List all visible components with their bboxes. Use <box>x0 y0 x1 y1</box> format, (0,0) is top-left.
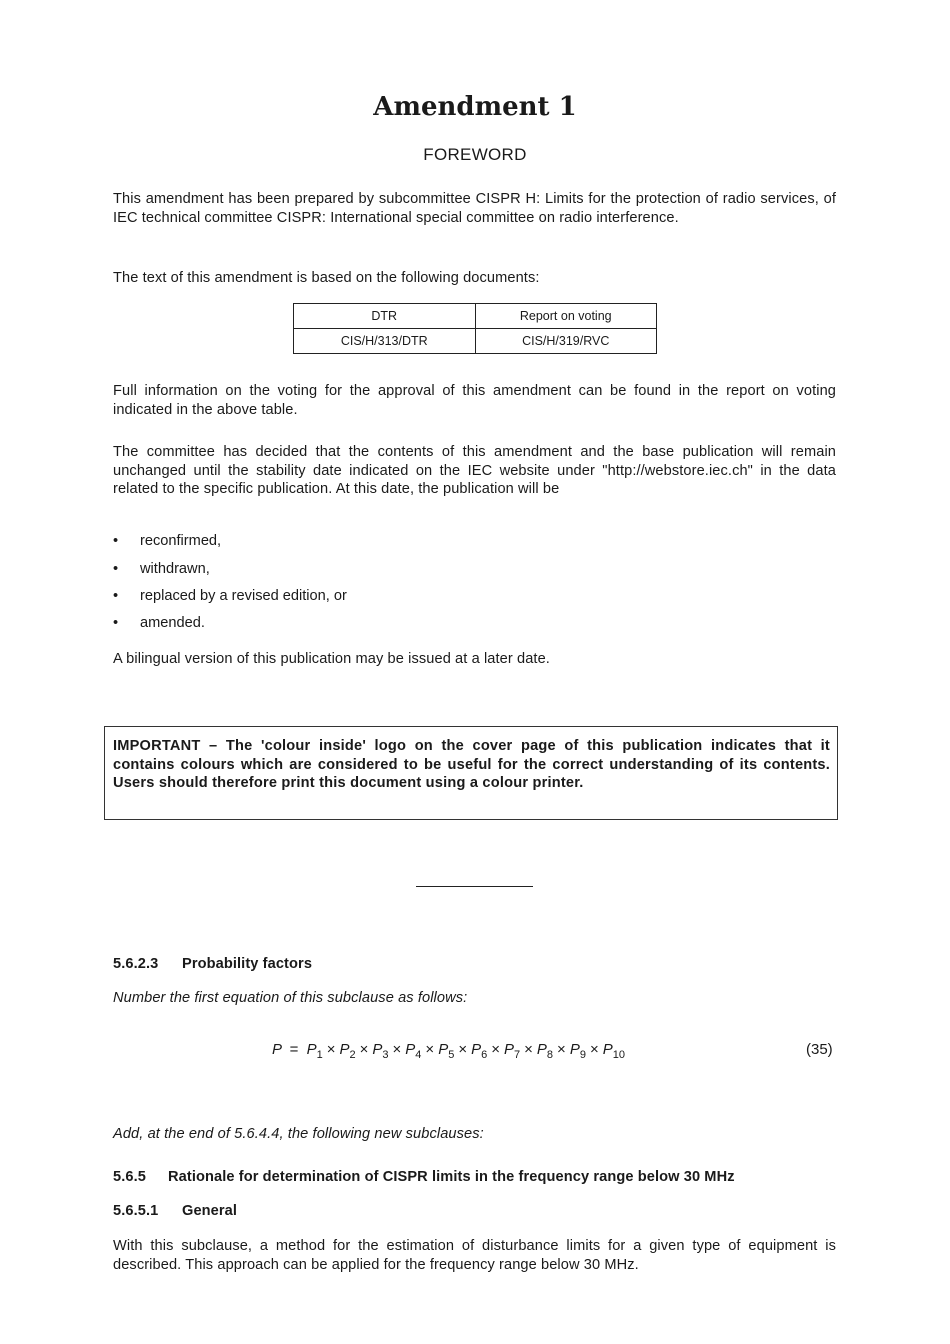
bullet-icon: • <box>113 615 119 631</box>
page-title: Amendment 1 <box>373 92 577 122</box>
table-header-cell: Report on voting <box>475 304 657 329</box>
probability-equation: $P = P_1 \times P_2 \times P_3 \times P_4 \times P_5 \times P_6 \times P_7 \times P_8 \times P_9 \times P_{10}$ <box>272 1041 625 1061</box>
bullet-icon: • <box>113 561 119 577</box>
paragraph-prepared-by: This amendment has been prepared by subcommittee CISPR H: Limits for the protection of radio services, of IEC technical committee CISPR: International special committee on radio interference. <box>113 191 836 226</box>
heading-number: 5.6.5.1 <box>113 1203 159 1219</box>
paragraph-general: With this subclause, a method for the estimation of disturbance limits for a given type of equipment is described. This approach can be applied for the frequency range below 30 MHz. <box>113 1238 836 1273</box>
equation-term: $P_1$ <box>306 1041 323 1061</box>
equation-term: $P_5$ <box>438 1041 455 1061</box>
heading-number: 5.6.5 <box>113 1169 146 1185</box>
equation-term: $P_2$ <box>339 1041 356 1061</box>
table-header-row <box>294 304 657 329</box>
heading-title: General <box>182 1203 238 1219</box>
heading-5-6-2-3 <box>113 956 312 972</box>
equation-term: $P_{10}$ <box>602 1041 625 1061</box>
instruction-number-equation: Number the first equation of this subclause as follows: <box>113 990 468 1006</box>
important-notice-text: IMPORTANT – The 'colour inside' logo on the cover page of this publication indicates that it contains colours which are considered to be useful for the correct understanding of its contents. Users should therefore print this document using a colour printer. <box>113 738 830 791</box>
heading-title: Rationale for determination of CISPR limits in the frequency range below 30 MHz <box>168 1169 735 1185</box>
heading-5-6-5-1 <box>113 1203 237 1219</box>
documents-table <box>293 303 657 354</box>
list-item-text: withdrawn, <box>140 561 210 577</box>
heading-title: Probability factors <box>182 956 313 972</box>
paragraph-based-on: The text of this amendment is based on the following documents: <box>113 270 540 286</box>
heading-number: 5.6.2.3 <box>113 956 159 972</box>
instruction-add-subclauses: Add, at the end of 5.6.4.4, the following new subclauses: <box>113 1126 484 1142</box>
bullet-icon: • <box>113 588 119 604</box>
heading-5-6-5 <box>113 1169 735 1185</box>
paragraph-bilingual: A bilingual version of this publication may be issued at a later date. <box>113 651 550 667</box>
paragraph-stability-date: The committee has decided that the contents of this amendment and the base publication will remain unchanged until the stability date indicated on the IEC website under "http://webstore.iec.ch" in the data related to the specific publication. At this date, the publication will be <box>113 444 836 497</box>
equation-lhs: P <box>272 1041 282 1058</box>
foreword-heading: FOREWORD <box>423 145 527 164</box>
separator-rule <box>416 886 533 887</box>
equation-number: (35) <box>806 1041 833 1058</box>
list-item-text: amended. <box>140 615 205 631</box>
paragraph-voting-info: Full information on the voting for the approval of this amendment can be found in the report on voting indicated in the above table. <box>113 383 836 418</box>
table-row <box>294 329 657 354</box>
equation-term: $P_7$ <box>504 1041 521 1061</box>
equation-term: $P_8$ <box>536 1041 554 1061</box>
table-cell: CIS/H/319/RVC <box>475 329 657 354</box>
equation-term: $P_3$ <box>372 1041 389 1061</box>
list-item-text: reconfirmed, <box>140 533 222 549</box>
equation-term: $P_9$ <box>569 1041 586 1061</box>
equation-term: $P_4$ <box>405 1041 422 1061</box>
list-item-text: replaced by a revised edition, or <box>140 588 347 604</box>
equation-equals: = <box>289 1041 299 1058</box>
table-header-cell: DTR <box>294 304 476 329</box>
bullet-icon: • <box>113 533 119 549</box>
equation-term: $P_6$ <box>471 1041 488 1061</box>
table-cell: CIS/H/313/DTR <box>294 329 476 354</box>
